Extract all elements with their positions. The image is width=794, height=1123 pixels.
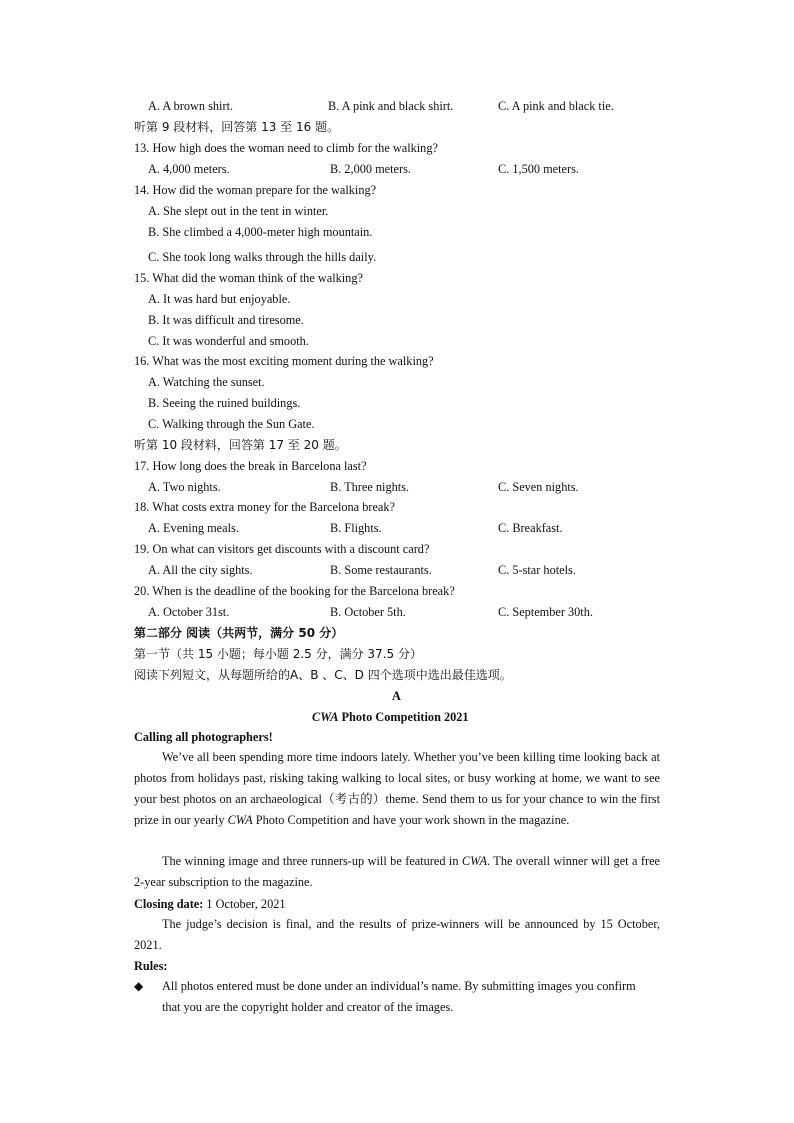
q14-option-a: A. She slept out in the tent in winter. [148,204,329,218]
q14-option-b: B. She climbed a 4,000-meter high mountain. [148,225,373,239]
q15-option-c: C. It was wonderful and smooth. [148,334,309,348]
q15-option-a: A. It was hard but enjoyable. [148,292,291,306]
q18-option-c: C. Breakfast. [498,521,563,535]
q18-stem: 18. What costs extra money for the Barcelona break? [134,500,395,514]
section-1-title: 第一节（共 15 小题；每小题 2.5 分，满分 37.5 分） [134,647,422,661]
q18-option-a: A. Evening meals. [148,521,239,535]
q16-option-a: A. Watching the sunset. [148,375,265,389]
paragraph-2 [134,851,660,893]
q19-stem: 19. On what can visitors get discounts with a discount card? [134,542,430,556]
paragraph-2-magazine: CWA [461,854,488,868]
bullet-diamond-icon: ◆ [134,979,144,993]
q13-option-a: A. 4,000 meters. [148,162,230,176]
q17-option-c: C. Seven nights. [498,480,579,494]
q13-stem: 13. How high does the woman need to climb for the walking? [134,141,438,155]
q13-option-b: B. 2,000 meters. [330,162,411,176]
rule-1: All photos entered must be done under an individual’s name. By submitting images you confirm that you are the copyright holder and creator of the images. [162,979,636,1014]
q20-stem: 20. When is the deadline of the booking for the Barcelona break? [134,584,455,598]
q18-option-b: B. Flights. [330,521,382,535]
paragraph-1 [134,747,660,831]
section-9-instruction: 听第 9 段材料，回答第 13 至 16 题。 [134,120,340,134]
passage-title-magazine: CWA [312,710,339,724]
passage-letter: A [392,689,401,703]
q19-option-a: A. All the city sights. [148,563,253,577]
q15-option-b: B. It was difficult and tiresome. [148,313,304,327]
q19-option-b: B. Some restaurants. [330,563,432,577]
closing-date-value: 1 October, 2021 [203,897,286,911]
closing-date-label: Closing date: [134,897,204,911]
paragraph-3: The judge’s decision is final, and the results of prize-winners will be announced by 15 October, 2021. [134,917,660,952]
q16-option-c: C. Walking through the Sun Gate. [148,417,315,431]
part-2-title: 第二部分 阅读（共两节，满分 50 分） [134,626,344,640]
passage-title [312,709,469,725]
q20-option-b: B. October 5th. [330,605,406,619]
calling-heading: Calling all photographers! [134,730,273,744]
q20-option-c: C. September 30th. [498,605,593,619]
paragraph-1-part-1: We’ve all been spending more time indoors lately. Whether you’ve been killing time looking back at photos from holidays past, risking taking walking to local sites, or busy working at home, we want to see your best photos on an archaeological（考古的）theme. Send them to us for your chance to win the first prize in our yearly [134,750,660,827]
closing-date [134,896,286,912]
rules-heading: Rules: [134,959,168,973]
passage-title-rest: Photo Competition 2021 [338,710,469,724]
q17-option-a: A. Two nights. [148,480,221,494]
paragraph-1-magazine: CWA [227,813,253,827]
q19-option-c: C. 5-star hotels. [498,563,576,577]
q16-option-b: B. Seeing the ruined buildings. [148,396,301,410]
q17-stem: 17. How long does the break in Barcelona last? [134,459,367,473]
q13-option-c: C. 1,500 meters. [498,162,579,176]
q12-option-c: C. A pink and black tie. [498,99,614,113]
section-10-instruction: 听第 10 段材料，回答第 17 至 20 题。 [134,438,347,452]
q12-option-b: B. A pink and black shirt. [328,99,454,113]
q14-option-c: C. She took long walks through the hills daily. [148,250,377,264]
q15-stem: 15. What did the woman think of the walking? [134,271,363,285]
reading-instruction: 阅读下列短文，从每题所给的A、B 、C、D 四个选项中选出最佳选项。 [134,668,512,682]
q14-stem: 14. How did the woman prepare for the walking? [134,183,377,197]
q16-stem: 16. What was the most exciting moment during the walking? [134,354,434,368]
q20-option-a: A. October 31st. [148,605,230,619]
paragraph-2-part-2: . The overall winner will get a free 2-year subscription to the magazine. [134,854,660,889]
q12-option-a: A. A brown shirt. [148,99,234,113]
paragraph-2-part-1: The winning image and three runners-up will be featured in [162,854,462,868]
q17-option-b: B. Three nights. [330,480,410,494]
paragraph-1-part-2: Photo Competition and have your work shown in the magazine. [252,813,570,827]
